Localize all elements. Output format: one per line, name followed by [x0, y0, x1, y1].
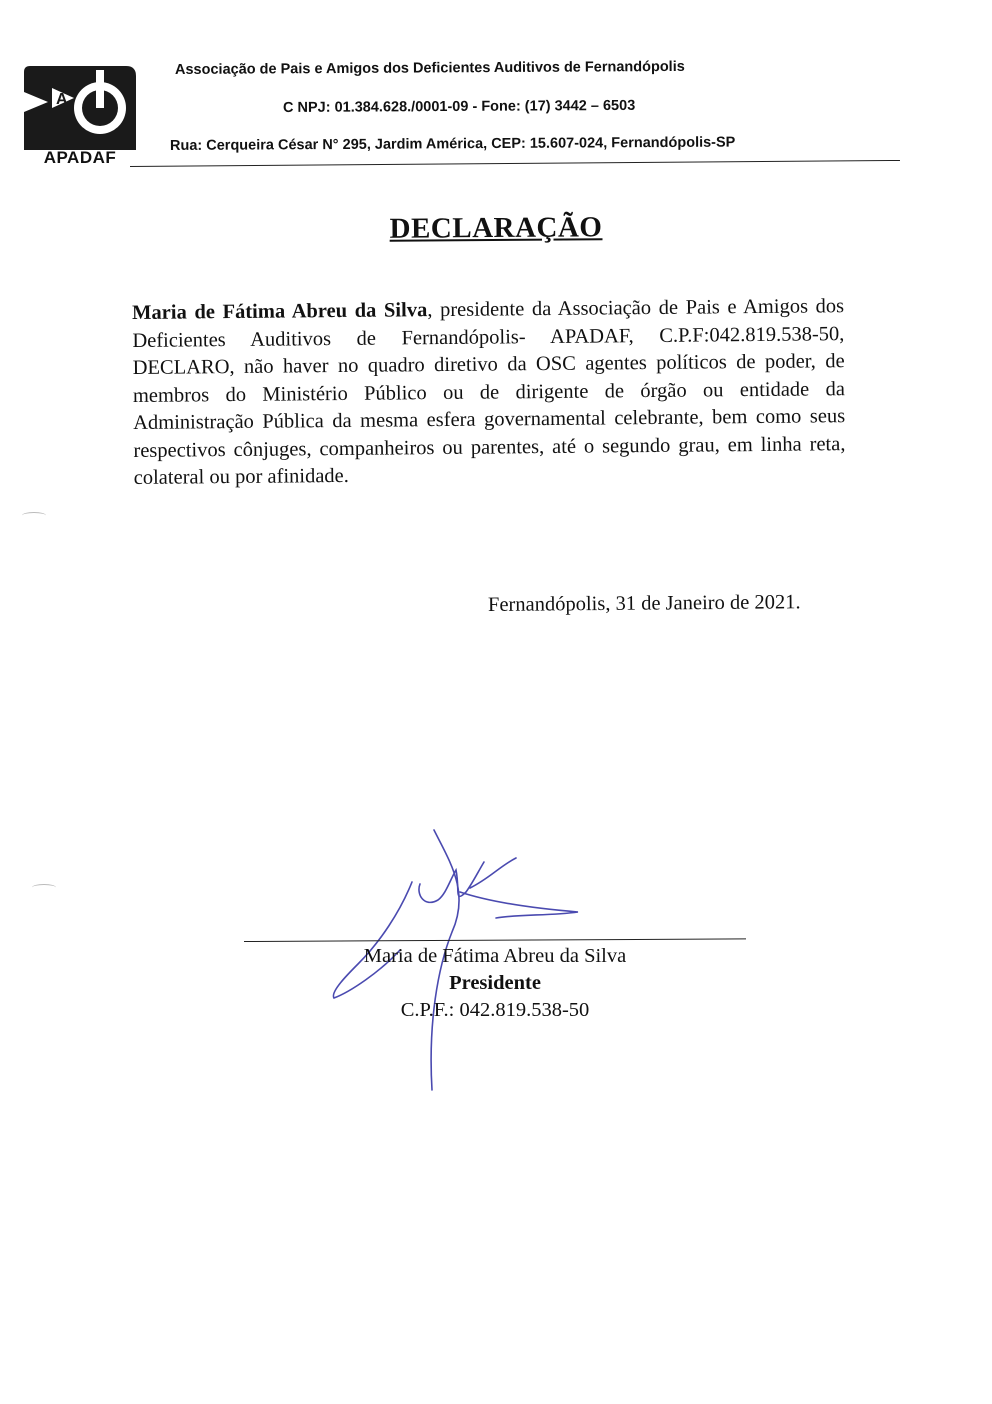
signature-line — [244, 938, 746, 942]
scan-mark — [22, 512, 46, 519]
signatory-cpf: C.P.F.: 042.819.538-50 — [400, 999, 590, 1021]
scan-mark — [32, 884, 56, 891]
declarant-name: Maria de Fátima Abreu da Silva — [132, 299, 428, 324]
logo-mark-letter: A — [56, 91, 68, 108]
header-divider — [130, 160, 900, 167]
apadaf-logo-mark-icon — [22, 64, 138, 152]
date-line: Fernandópolis, 31 de Janeiro de 2021. — [487, 591, 801, 616]
signatory-name: Maria de Fátima Abreu da Silva — [363, 945, 627, 967]
document-title: DECLARAÇÃO — [389, 211, 603, 245]
address-line: Rua: Cerqueira César N° 295, Jardim América, CEP: 15.607-024, Fernandópolis-SP — [169, 134, 736, 154]
signatory-role: Presidente — [449, 972, 541, 994]
organization-logo — [22, 64, 138, 170]
declaration-body — [132, 293, 846, 492]
declaration-text: , presidente da Associação de Pais e Amigos dos Deficientes Auditivos de Fernandópolis- APADAF, C.P.F:042.819.538-50, DECLARO, não haver no quadro diretivo da OSC agentes políticos de poder, de membros do Ministério Público ou de dirigente de órgão ou entidade da Administração Pública da mesma esfera governamental celebrante, bem como seus respectivos cônjuges, companheiros ou parentes, até o segundo grau, em linha reta, colateral ou por afinidade. — [132, 295, 846, 489]
organization-name: Associação de Pais e Amigos dos Deficientes Auditivos de Fernandópolis — [174, 58, 685, 78]
logo-wordmark: APADAF — [43, 148, 117, 167]
registration-line: C NPJ: 01.384.628./0001-09 - Fone: (17) 3442 – 6503 — [282, 97, 636, 116]
